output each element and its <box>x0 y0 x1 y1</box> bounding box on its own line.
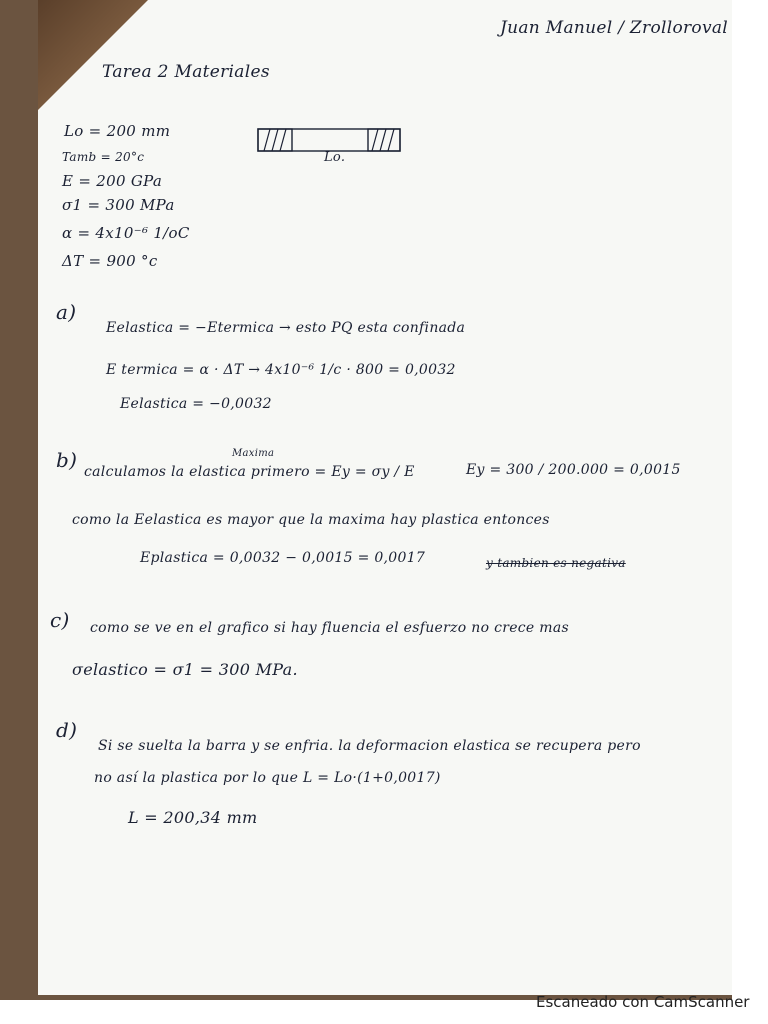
bar-length-label: Lo. <box>324 150 346 165</box>
page-title: Tarea 2 Materiales <box>102 62 270 82</box>
author-name: Juan Manuel / Zrolloroval <box>500 18 729 38</box>
part-c-letter: c) <box>50 608 70 632</box>
camscanner-watermark: Escaneado con CamScanner <box>536 993 750 1011</box>
part-b-line-2: como la Eelastica es mayor que la maxima hay plastica entonces <box>72 512 550 528</box>
scan-margin <box>732 0 768 1000</box>
part-a-letter: a) <box>56 300 77 324</box>
part-d-line-2: no así la plastica por lo que L = Lo·(1+0,0017) <box>94 770 441 786</box>
part-b-crossed-note: y tambien es negativa <box>486 556 626 570</box>
given-expansion-coef: α = 4x10⁻⁶ 1/oC <box>62 224 190 242</box>
part-d-letter: d) <box>56 718 78 742</box>
given-length: Lo = 200 mm <box>64 122 171 140</box>
given-modulus: E = 200 GPa <box>62 172 163 190</box>
part-a-line-1: Eelastica = −Etermica → esto PQ esta confinada <box>106 320 466 336</box>
part-b-line-1: calculamos la elastica primero = Ey = σy / E <box>84 464 415 480</box>
part-c-line-2: σelastico = σ1 = 300 MPa. <box>72 660 298 679</box>
part-d-line-3: L = 200,34 mm <box>128 808 258 827</box>
part-b-line-3: Eplastica = 0,0032 − 0,0015 = 0,0017 <box>140 550 426 566</box>
part-a-line-2: E termica = α · ΔT → 4x10⁻⁶ 1/c · 800 = 0,0032 <box>106 362 456 378</box>
part-a-line-3: Eelastica = −0,0032 <box>120 396 272 412</box>
given-yield-stress: σ1 = 300 MPa <box>62 196 175 214</box>
given-temp-change: ΔT = 900 °c <box>62 252 158 270</box>
part-b-yield-strain: Ey = 300 / 200.000 = 0,0015 <box>466 462 681 478</box>
given-ambient-temp: Tamb = 20°c <box>62 150 145 164</box>
part-b-letter: b) <box>56 448 78 472</box>
part-b-note-maxima: Maxima <box>232 448 275 459</box>
part-d-line-1: Si se suelta la barra y se enfria. la deformacion elastica se recupera pero <box>98 738 641 754</box>
part-c-line-1: como se ve en el grafico si hay fluencia el esfuerzo no crece mas <box>90 620 569 636</box>
